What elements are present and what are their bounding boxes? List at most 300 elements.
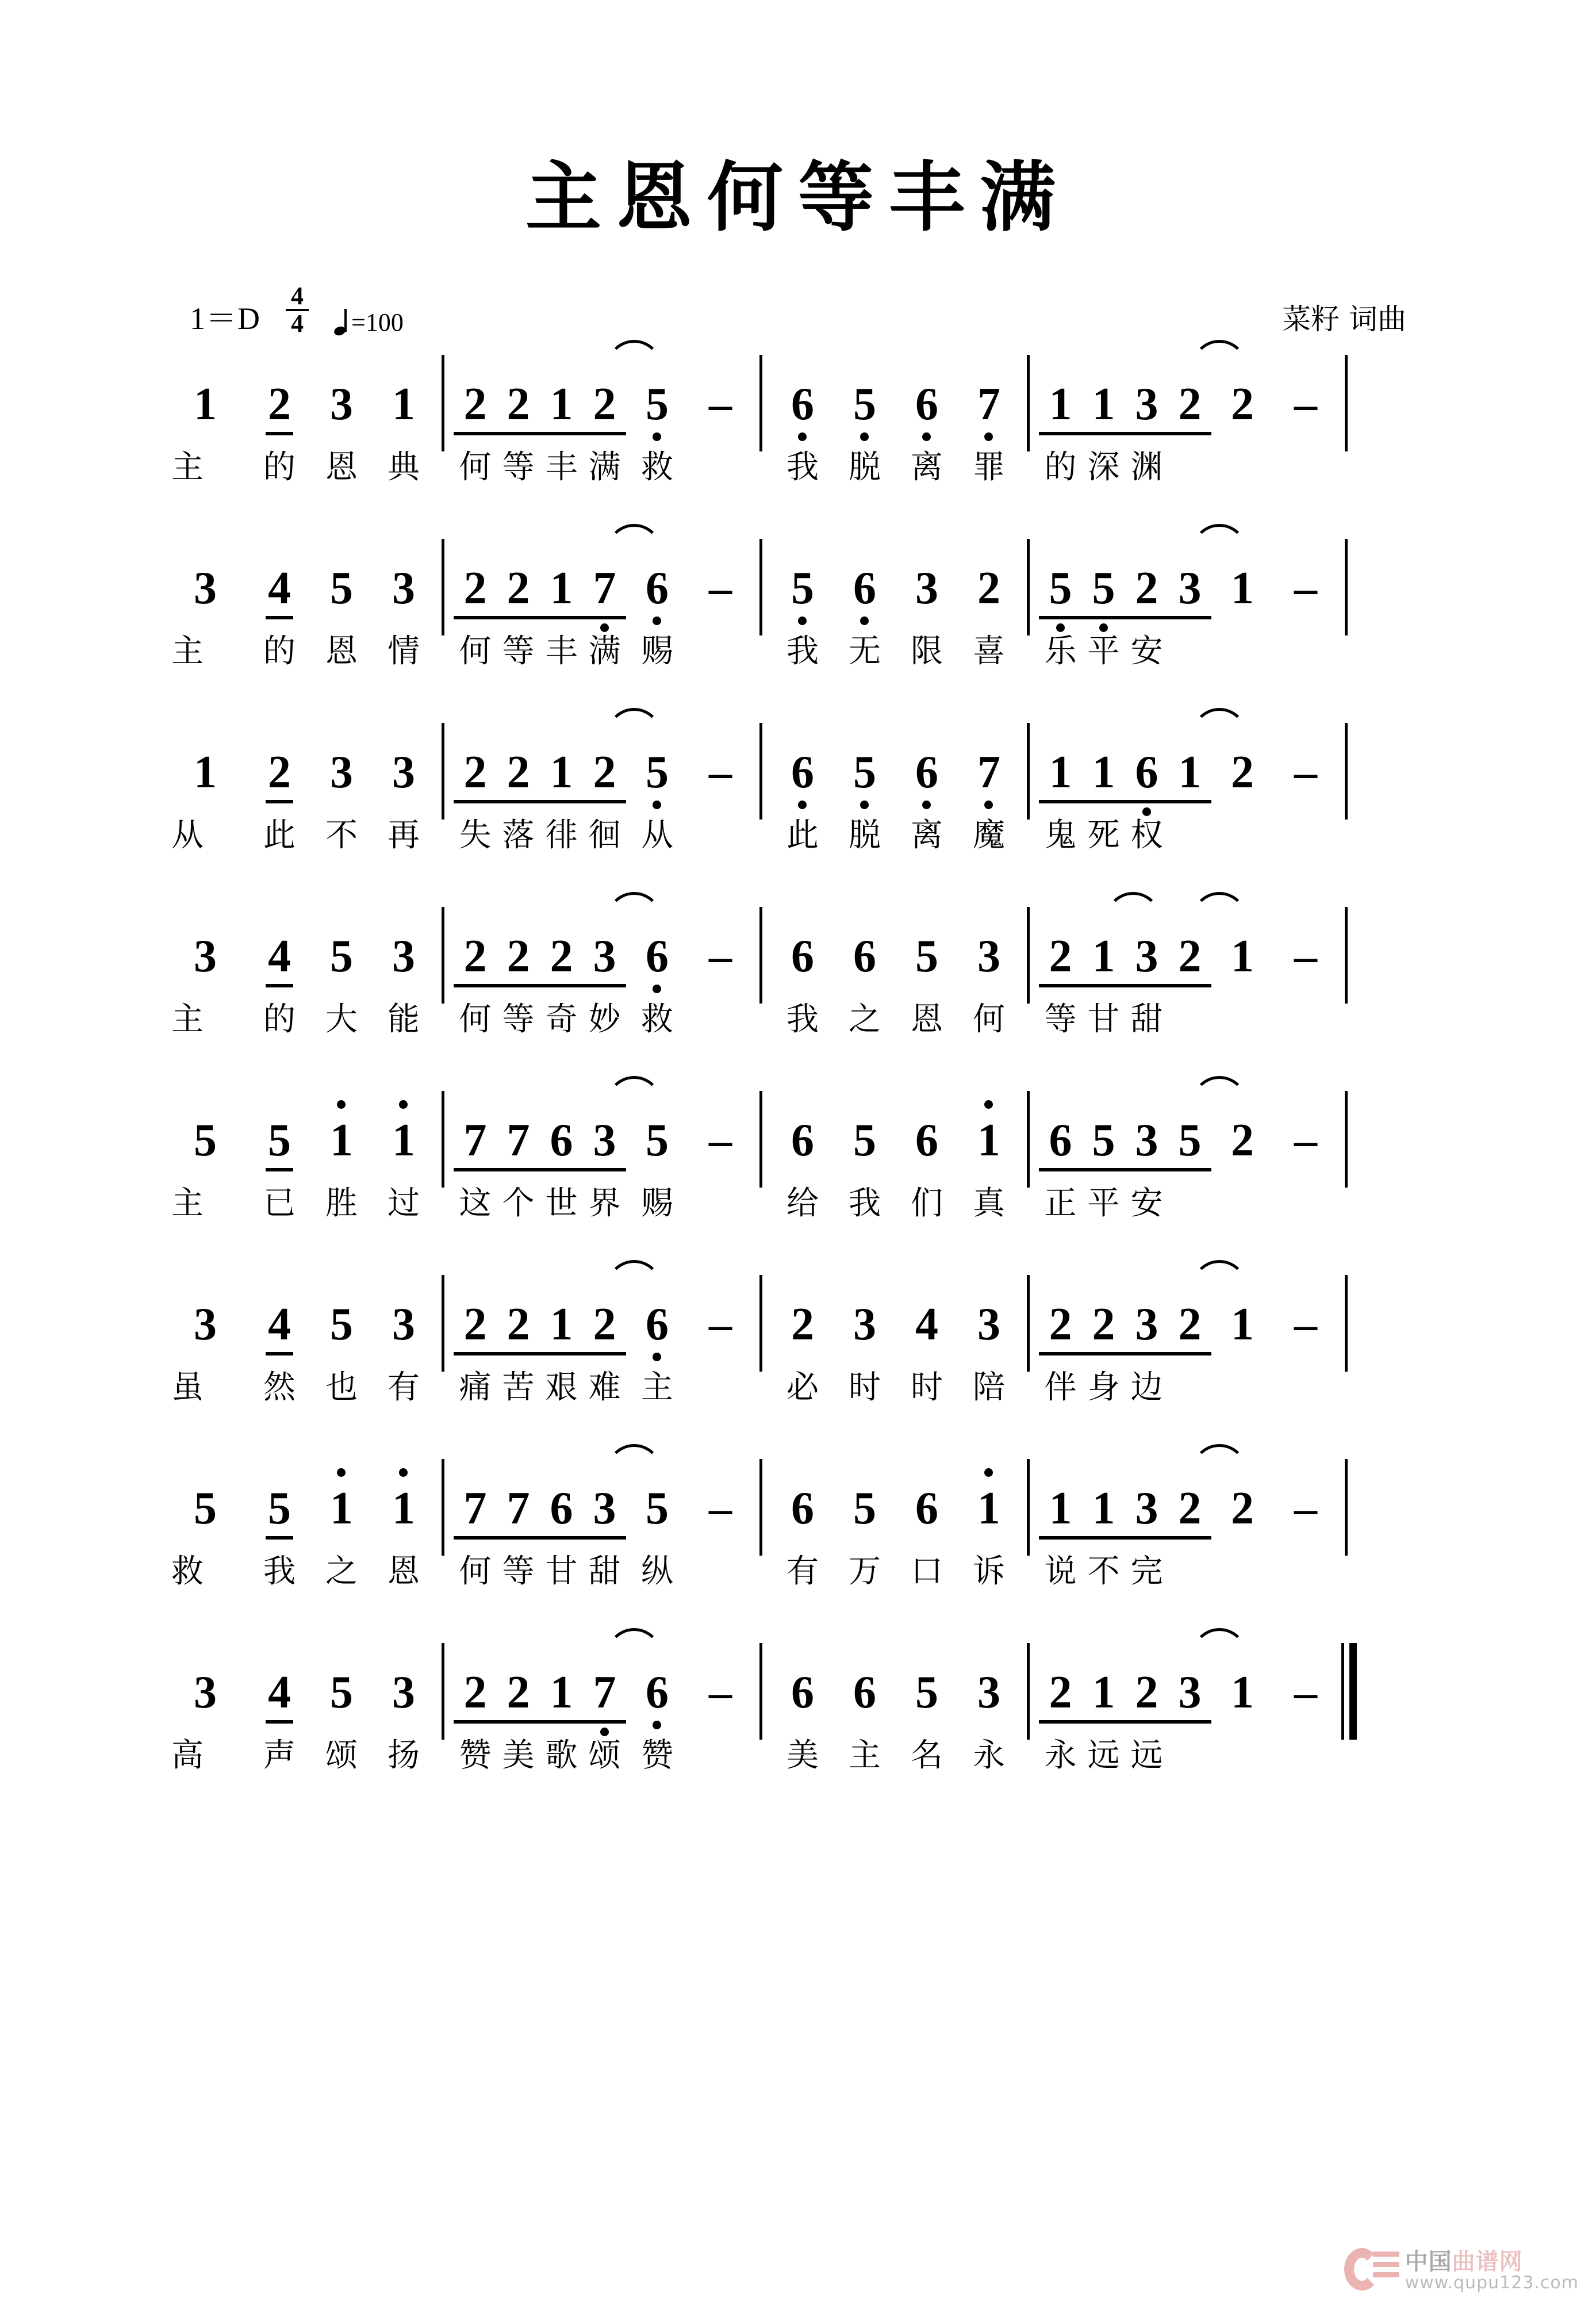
lyric-syllable: 奇 <box>545 1000 578 1038</box>
note: 7 <box>507 1115 530 1166</box>
lyric-syllable: 甜 <box>588 1552 621 1590</box>
note: 4 <box>915 1299 938 1350</box>
note: 3 <box>593 1483 616 1534</box>
note: 6 <box>915 746 938 798</box>
beamed-note-group <box>454 933 540 1004</box>
measure <box>772 933 1020 1004</box>
note: 6 <box>791 1483 814 1534</box>
note: 6 <box>915 1115 938 1166</box>
note: 6 <box>646 562 669 614</box>
lyric-syllable: 过 <box>388 1184 420 1222</box>
lyric-syllable: 美 <box>502 1736 535 1774</box>
lyric-syllable: 脱 <box>849 448 881 486</box>
beamed-note-group <box>540 378 626 451</box>
note: 3 <box>392 1299 415 1350</box>
barline <box>442 539 444 635</box>
score-header <box>0 281 1596 342</box>
lyric-syllable: 远 <box>1130 1736 1163 1774</box>
note: 6 <box>791 378 814 430</box>
lyric-syllable: 必 <box>787 1368 819 1406</box>
note: 2 <box>1092 1299 1115 1350</box>
beamed-note-group <box>454 562 540 635</box>
note: 7 <box>507 1483 530 1534</box>
lyric-syllable: 虽 <box>171 1368 204 1406</box>
barline <box>1345 539 1348 635</box>
barline <box>759 1459 762 1556</box>
note: 2 <box>593 378 616 430</box>
beamed-note-group <box>1039 562 1125 635</box>
note: 1 <box>1231 562 1254 614</box>
note-dash: – <box>1294 1115 1317 1166</box>
note: 6 <box>853 1667 876 1718</box>
note: 5 <box>330 1667 353 1718</box>
note: 1 <box>392 378 415 430</box>
barline <box>442 907 444 1004</box>
key-signature: 1＝D <box>190 301 260 336</box>
note: 5 <box>330 1299 353 1350</box>
lyric-syllable: 世 <box>545 1184 578 1222</box>
measure <box>772 1485 1020 1556</box>
note: 2 <box>791 1299 814 1350</box>
notes-row <box>149 894 1447 1004</box>
measure <box>162 1669 435 1740</box>
measure <box>1039 1301 1338 1372</box>
lyric-syllable: 救 <box>641 448 673 486</box>
beamed-note-group <box>1039 933 1125 1004</box>
beamed-note-group <box>1125 378 1211 451</box>
lyric-syllable: 何 <box>459 632 492 670</box>
music-system <box>149 710 1447 894</box>
lyric-syllable: 恩 <box>911 1000 943 1038</box>
note: 6 <box>550 1115 573 1166</box>
tie-arc <box>1192 340 1247 367</box>
lyric-syllable: 颂 <box>325 1736 358 1774</box>
lyric-syllable: 大 <box>325 1000 358 1038</box>
measure <box>162 1301 435 1372</box>
note: 2 <box>463 931 487 982</box>
note: 5 <box>194 1115 217 1166</box>
tie-arc <box>607 340 662 367</box>
beamed-note-group <box>540 746 626 820</box>
lyric-syllable: 赐 <box>641 632 673 670</box>
note: 1 <box>1092 1483 1115 1534</box>
lyric-syllable: 之 <box>325 1552 358 1590</box>
lyric-syllable: 何 <box>459 1000 492 1038</box>
lyric-syllable: 已 <box>263 1184 296 1222</box>
note-dash: – <box>1294 1667 1317 1718</box>
beamed-note-group <box>540 1117 626 1188</box>
lyric-syllable: 鬼 <box>1044 816 1077 854</box>
note: 2 <box>1135 562 1158 614</box>
lyric-syllable: 艰 <box>545 1368 578 1406</box>
barline <box>1345 907 1348 1004</box>
tie-arc <box>607 892 662 919</box>
lyric-syllable: 主 <box>171 632 204 670</box>
barline <box>1345 1275 1348 1372</box>
note: 2 <box>463 1299 487 1350</box>
lyric-syllable: 声 <box>263 1736 296 1774</box>
lyric-syllable: 安 <box>1130 1184 1163 1222</box>
music-system <box>149 1446 1447 1630</box>
music-system <box>149 894 1447 1078</box>
beamed-note-group <box>1125 1669 1211 1740</box>
measure <box>1039 1669 1338 1740</box>
lyric-syllable: 权 <box>1130 816 1163 854</box>
barline <box>1345 1459 1348 1556</box>
note: 2 <box>1049 1667 1072 1718</box>
lyric-syllable: 赞 <box>459 1736 492 1774</box>
note: 5 <box>791 562 814 614</box>
music-system <box>149 342 1447 526</box>
lyric-syllable: 甘 <box>1087 1000 1120 1038</box>
barline <box>1345 355 1348 451</box>
music-system <box>149 1078 1447 1262</box>
note: 2 <box>1178 931 1202 982</box>
note: 2 <box>1231 746 1254 798</box>
note-dash: – <box>709 562 732 614</box>
tie-arc <box>1192 1628 1247 1655</box>
note: 3 <box>392 746 415 798</box>
tie-arc <box>1192 524 1247 551</box>
final-barline <box>1341 1643 1357 1740</box>
note: 2 <box>977 562 1000 614</box>
note: 2 <box>463 1667 487 1718</box>
lyric-syllable: 诉 <box>973 1552 1005 1590</box>
note: 7 <box>583 565 626 611</box>
tie-arc <box>1106 892 1161 919</box>
note: 7 <box>977 746 1000 798</box>
lyric-syllable: 这 <box>459 1184 492 1222</box>
lyric-syllable: 何 <box>973 1000 1005 1038</box>
lyric-syllable: 个 <box>502 1184 535 1222</box>
tempo-value: =100 <box>351 308 404 336</box>
lyric-syllable: 我 <box>787 1000 819 1038</box>
time-signature-denominator: 4 <box>291 309 304 338</box>
note: 7 <box>583 1669 626 1716</box>
composer-credit: 菜籽 词曲 <box>1282 302 1406 336</box>
note: 5 <box>1092 1115 1115 1166</box>
barline <box>1027 907 1030 1004</box>
barline <box>442 1459 444 1556</box>
lyric-syllable: 救 <box>171 1552 204 1590</box>
note: 2 <box>507 931 530 982</box>
lyric-syllable: 等 <box>502 448 535 486</box>
lyric-syllable: 们 <box>911 1184 943 1222</box>
lyrics-row <box>149 1736 1447 1803</box>
note-dash: – <box>1294 378 1317 430</box>
measure <box>454 933 753 1004</box>
note: 5 <box>1178 1115 1202 1166</box>
note: 3 <box>977 931 1000 982</box>
note: 1 <box>550 1299 573 1350</box>
lyric-syllable: 恩 <box>325 632 358 670</box>
lyric-syllable: 等 <box>1044 1000 1077 1038</box>
score-systems <box>0 342 1596 1814</box>
lyric-syllable: 我 <box>787 632 819 670</box>
note: 2 <box>507 562 530 614</box>
measure <box>454 1669 753 1740</box>
note: 1 <box>550 1667 573 1718</box>
lyric-syllable: 典 <box>388 448 420 486</box>
note-dash: – <box>709 931 732 982</box>
lyric-syllable: 此 <box>787 816 819 854</box>
beamed-note-group <box>1125 1301 1211 1372</box>
lyric-syllable: 完 <box>1130 1552 1163 1590</box>
lyrics-row <box>149 816 1447 883</box>
beamed-note-group <box>540 562 626 635</box>
beamed-note-group <box>540 1669 626 1740</box>
lyric-syllable: 恩 <box>325 448 358 486</box>
lyric-syllable: 平 <box>1087 1184 1120 1222</box>
beamed-note-group <box>454 1301 540 1372</box>
tempo-marking <box>334 308 404 337</box>
lyric-syllable: 满 <box>588 448 621 486</box>
note: 3 <box>194 562 217 614</box>
lyric-syllable: 的 <box>263 1000 296 1038</box>
note: 6 <box>550 1483 573 1534</box>
note: 2 <box>268 378 291 430</box>
note: 5 <box>853 746 876 798</box>
beamed-note-group <box>454 1485 540 1556</box>
note: 4 <box>268 562 291 614</box>
lyric-syllable: 主 <box>641 1368 673 1406</box>
lyric-syllable: 边 <box>1130 1368 1163 1406</box>
measure <box>162 562 435 635</box>
lyric-syllable: 落 <box>502 816 535 854</box>
beamed-note-group <box>1039 1485 1125 1556</box>
beamed-note-group <box>454 746 540 820</box>
note: 4 <box>268 1299 291 1350</box>
note: 4 <box>268 931 291 982</box>
page-title: 主恩何等丰满 <box>525 153 1071 243</box>
note: 5 <box>853 1483 876 1534</box>
beamed-note-group <box>1125 933 1211 1004</box>
lyric-syllable: 妙 <box>588 1000 621 1038</box>
note: 6 <box>915 1483 938 1534</box>
measure <box>162 1117 435 1188</box>
lyric-syllable: 情 <box>388 632 420 670</box>
lyric-syllable: 伴 <box>1044 1368 1077 1406</box>
sheet-music-page <box>0 51 1596 2309</box>
measure <box>772 1301 1020 1372</box>
note: 3 <box>593 931 616 982</box>
lyric-syllable: 脱 <box>849 816 881 854</box>
tie-arc <box>607 1444 662 1471</box>
note: 2 <box>268 746 291 798</box>
lyric-syllable: 等 <box>502 632 535 670</box>
measure <box>162 378 435 451</box>
measure <box>1039 746 1338 820</box>
note-dash: – <box>709 746 732 798</box>
note: 6 <box>1125 749 1168 795</box>
lyric-syllable: 有 <box>388 1368 420 1406</box>
music-system <box>149 526 1447 710</box>
note: 5 <box>646 1115 669 1166</box>
note: 1 <box>550 562 573 614</box>
note: 5 <box>853 1115 876 1166</box>
note: 2 <box>593 1299 616 1350</box>
lyric-syllable: 甜 <box>1130 1000 1163 1038</box>
quarter-note-icon <box>334 309 349 335</box>
measure <box>454 562 753 635</box>
lyric-syllable: 从 <box>641 816 673 854</box>
beamed-note-group <box>1125 1485 1211 1556</box>
beamed-note-group <box>540 1485 626 1556</box>
note: 1 <box>1092 746 1115 798</box>
lyric-syllable: 永 <box>1044 1736 1077 1774</box>
lyric-syllable: 深 <box>1087 448 1120 486</box>
lyric-syllable: 难 <box>588 1368 621 1406</box>
beamed-note-group <box>454 378 540 451</box>
measure <box>1039 1485 1338 1556</box>
tie-arc <box>607 708 662 735</box>
lyric-syllable: 不 <box>325 816 358 854</box>
note: 1 <box>1049 378 1072 430</box>
barline <box>442 723 444 820</box>
note: 1 <box>194 378 217 430</box>
measure <box>1039 378 1338 451</box>
note: 1 <box>1092 378 1115 430</box>
barline <box>1027 539 1030 635</box>
lyrics-row <box>149 1184 1447 1251</box>
lyric-syllable: 有 <box>787 1552 819 1590</box>
note: 2 <box>507 746 530 798</box>
measure <box>1039 1117 1338 1188</box>
beamed-note-group <box>1039 1301 1125 1372</box>
lyric-syllable: 的 <box>263 632 296 670</box>
note: 3 <box>194 1299 217 1350</box>
note: 3 <box>330 746 353 798</box>
note: 2 <box>1049 931 1072 982</box>
barline <box>759 723 762 820</box>
note: 2 <box>1231 1483 1254 1534</box>
lyric-syllable: 时 <box>911 1368 943 1406</box>
note: 1 <box>330 1115 353 1166</box>
note: 1 <box>1231 931 1254 982</box>
beamed-note-group <box>1039 378 1125 451</box>
note: 5 <box>1039 565 1082 611</box>
barline <box>1027 1459 1030 1556</box>
note: 1 <box>1231 1667 1254 1718</box>
time-signature-numerator: 4 <box>291 281 304 310</box>
note: 3 <box>1178 1667 1202 1718</box>
lyric-syllable: 远 <box>1087 1736 1120 1774</box>
lyric-syllable: 安 <box>1130 632 1163 670</box>
music-system <box>149 1630 1447 1814</box>
lyric-syllable: 时 <box>849 1368 881 1406</box>
beamed-note-group <box>1125 562 1211 635</box>
note: 5 <box>330 562 353 614</box>
note-dash: – <box>1294 931 1317 982</box>
tie-arc <box>607 1260 662 1287</box>
note: 6 <box>791 1667 814 1718</box>
note-dash: – <box>1294 562 1317 614</box>
note: 2 <box>463 378 487 430</box>
notes-row <box>149 526 1447 635</box>
measure <box>1039 933 1338 1004</box>
note: 1 <box>550 746 573 798</box>
note: 2 <box>1231 1115 1254 1166</box>
barline <box>759 1091 762 1188</box>
barline <box>759 355 762 451</box>
lyric-syllable: 从 <box>171 816 204 854</box>
beamed-note-group <box>540 933 626 1004</box>
logo-staff-lines <box>1373 2251 1399 2283</box>
note: 3 <box>1135 1483 1158 1534</box>
barline <box>1345 1091 1348 1188</box>
note-dash: – <box>709 1483 732 1534</box>
lyric-syllable: 失 <box>459 816 492 854</box>
measure <box>772 378 1020 451</box>
note: 6 <box>791 746 814 798</box>
measure <box>454 378 753 451</box>
barline <box>759 1275 762 1372</box>
lyric-syllable: 恩 <box>388 1552 420 1590</box>
note: 6 <box>646 931 669 982</box>
barline <box>442 1091 444 1188</box>
note: 2 <box>550 931 573 982</box>
lyric-syllable: 名 <box>911 1736 943 1774</box>
lyric-syllable: 主 <box>171 1184 204 1222</box>
note: 5 <box>330 931 353 982</box>
note: 6 <box>853 562 876 614</box>
lyric-syllable: 的 <box>1044 448 1077 486</box>
lyric-syllable: 高 <box>171 1736 204 1774</box>
note: 7 <box>463 1483 487 1534</box>
measure <box>454 746 753 820</box>
note: 5 <box>1082 565 1125 611</box>
barline <box>1027 1091 1030 1188</box>
note: 7 <box>463 1115 487 1166</box>
lyric-syllable: 能 <box>388 1000 420 1038</box>
note: 6 <box>853 931 876 982</box>
note-dash: – <box>709 1115 732 1166</box>
lyrics-row <box>149 632 1447 699</box>
lyric-syllable: 正 <box>1044 1184 1077 1222</box>
notes-row <box>149 710 1447 820</box>
note: 2 <box>507 1667 530 1718</box>
note: 2 <box>1178 378 1202 430</box>
notes-row <box>149 1262 1447 1372</box>
barline <box>442 355 444 451</box>
lyric-syllable: 主 <box>171 448 204 486</box>
note: 1 <box>1049 746 1072 798</box>
lyric-syllable: 主 <box>849 1736 881 1774</box>
note: 5 <box>646 378 669 430</box>
note: 3 <box>392 562 415 614</box>
barline <box>759 907 762 1004</box>
note: 7 <box>977 378 1000 430</box>
tie-arc <box>607 1076 662 1103</box>
barline <box>442 1275 444 1372</box>
lyric-syllable: 纵 <box>641 1552 673 1590</box>
note: 6 <box>915 378 938 430</box>
lyric-syllable: 甘 <box>545 1552 578 1590</box>
note: 5 <box>915 1667 938 1718</box>
note: 1 <box>1178 746 1202 798</box>
lyric-syllable: 丰 <box>545 632 578 670</box>
lyric-syllable: 何 <box>459 1552 492 1590</box>
note-dash: – <box>709 378 732 430</box>
notes-row <box>149 1446 1447 1556</box>
beamed-note-group <box>1039 1669 1125 1740</box>
lyric-syllable: 主 <box>171 1000 204 1038</box>
note: 3 <box>194 931 217 982</box>
barline <box>1345 723 1348 820</box>
lyric-syllable: 不 <box>1087 1552 1120 1590</box>
lyric-syllable: 满 <box>588 632 621 670</box>
beamed-note-group <box>540 1301 626 1372</box>
